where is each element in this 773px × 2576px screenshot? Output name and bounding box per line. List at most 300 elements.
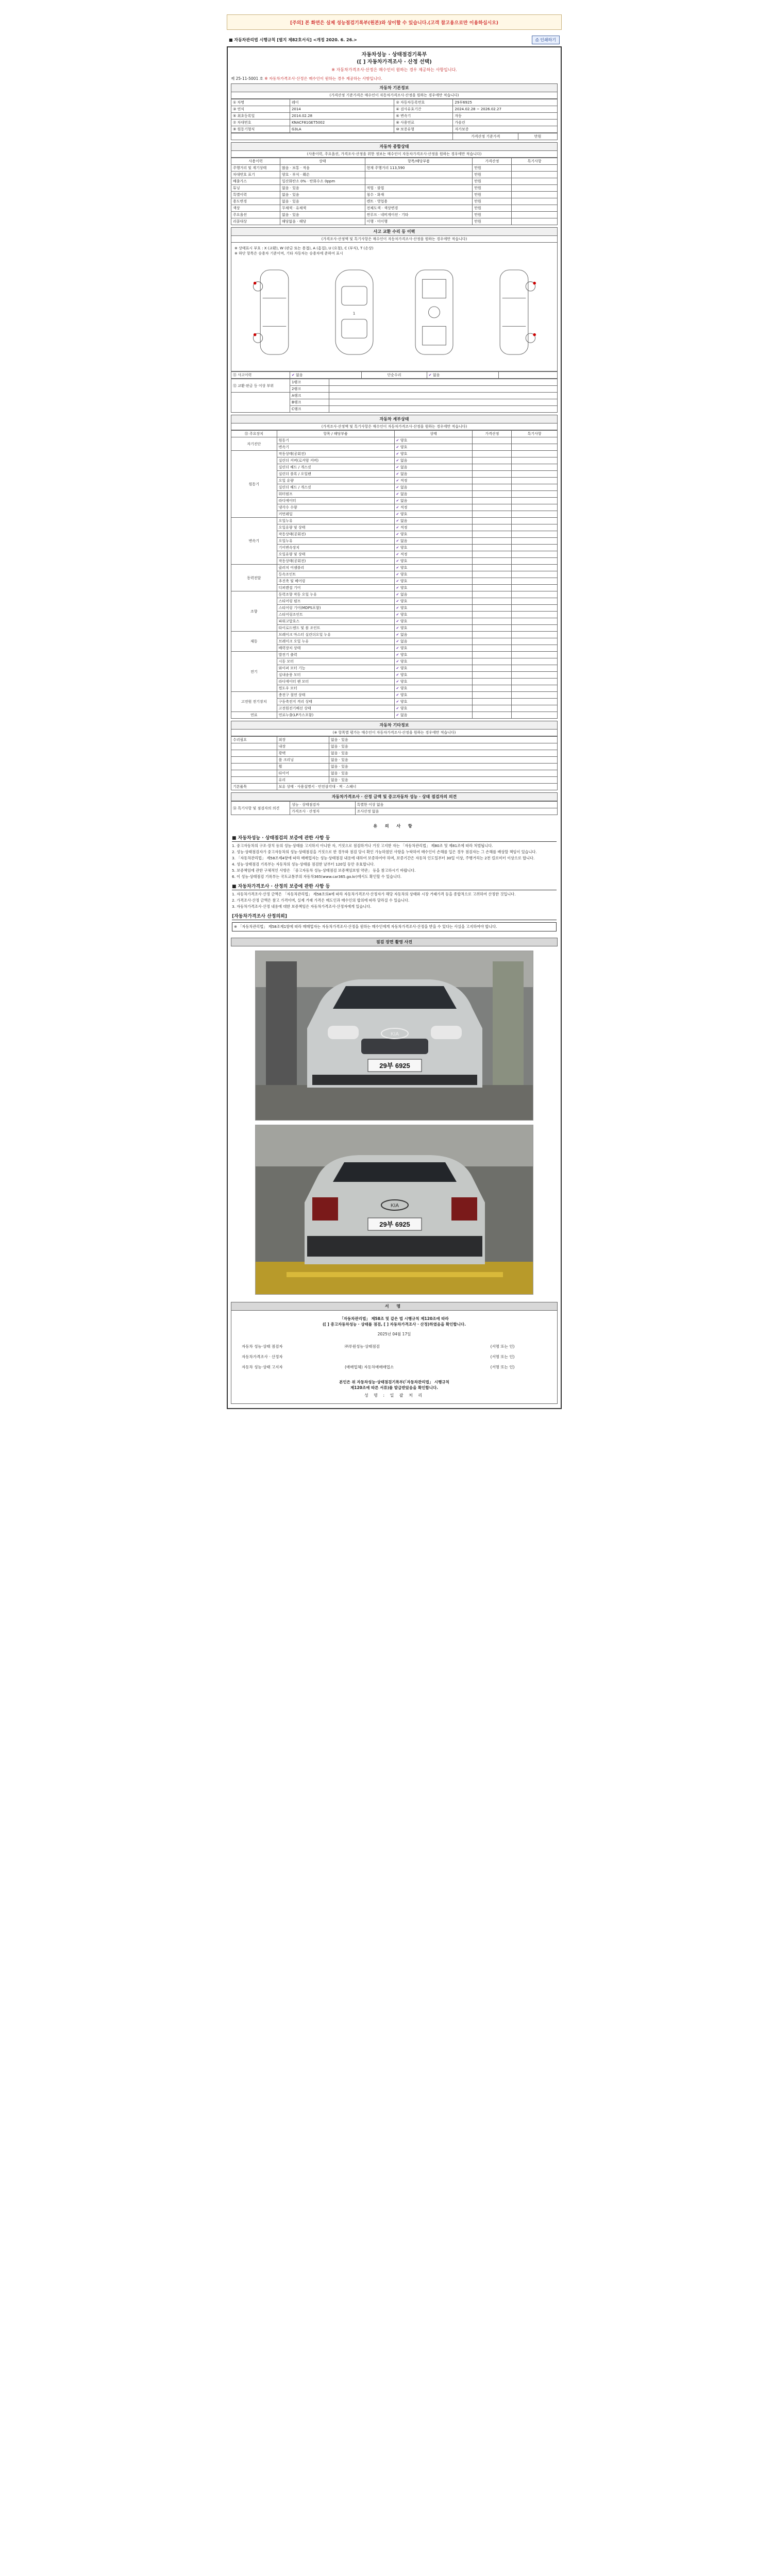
overall-status-section — [231, 142, 558, 225]
detail-status-row — [231, 699, 558, 705]
svg-text:1: 1 — [352, 311, 356, 316]
notes-paragraph: 2. 가격조사·산정 금액은 참고 가격이며, 실제 거래 가격은 매도인과 매수인의 합의에 따라 달라질 수 있습니다. — [232, 898, 410, 903]
basic-info-section — [231, 83, 558, 140]
license-plate-text: 29부 6925 — [379, 1221, 410, 1228]
notes-boxed-heading: [자동차가격조사 산정의뢰] — [232, 912, 557, 920]
detail-price-cell — [473, 685, 512, 692]
detail-price-cell — [473, 531, 512, 538]
overall-status-cell: 현재 주행거리 113,590 — [365, 165, 473, 172]
overall-status-cell — [365, 178, 473, 185]
signer-name: ㈜루원성능·상태점검 — [345, 1344, 380, 1349]
detail-item-state-value: 없음 — [400, 492, 408, 496]
detail-remarks-cell — [512, 444, 558, 451]
detail-item-state — [394, 478, 473, 484]
opinion-row-label: 성능 · 상태점검자 — [290, 802, 355, 808]
detail-remarks-cell — [512, 692, 558, 699]
overall-status-cell: 만원 — [473, 205, 512, 212]
detail-item-state — [394, 484, 473, 491]
check-mark-icon: ✔ — [396, 592, 400, 597]
check-mark-icon: ✔ — [396, 526, 400, 530]
detail-status-row — [231, 658, 558, 665]
detail-item-state-value: 양호 — [400, 606, 408, 610]
detail-status-section — [231, 415, 558, 719]
detail-status-row — [231, 518, 558, 524]
column-header: ⑬ 주요장치 — [231, 431, 277, 437]
detail-item-state-value: 양호 — [400, 619, 408, 623]
detail-item-state — [394, 699, 473, 705]
basic-info-value: 29부6925 — [453, 99, 558, 106]
detail-price-cell — [473, 558, 512, 565]
detail-status-row — [231, 457, 558, 464]
detail-item-name: 스티어링조인트 — [277, 612, 394, 618]
detail-item-name: 오일누유 — [277, 538, 394, 545]
detail-item-name: 실린더 커버(로커암 커버) — [277, 457, 394, 464]
overall-status-cell — [512, 165, 558, 172]
overall-status-cell: 만원 — [473, 178, 512, 185]
detail-item-state — [394, 524, 473, 531]
detail-item-state — [394, 471, 473, 478]
check-mark-icon: ✔ — [396, 512, 400, 516]
notes-paragraph: 4. 성능·상태점검 기록부는 자동차의 성능·상태를 점검한 날부터 120일 동안 유효합니다. — [232, 862, 375, 867]
detail-remarks-cell — [512, 658, 558, 665]
check-mark-icon: ✔ — [396, 579, 400, 583]
check-mark-icon: ✔ — [396, 700, 400, 704]
check-mark-icon: ✔ — [396, 666, 400, 670]
receipt-line-1: 본인은 위 자동차성능·상태점검기록부(「자동차관리법」 시행규칙 — [339, 1380, 449, 1384]
detail-price-cell — [473, 524, 512, 531]
detail-item-state-value: 없음 — [400, 539, 408, 543]
detail-item-state — [394, 464, 473, 471]
notes-paragraph: 1. 중고자동차의 구조·장치 등의 성능·상태를 고지하지 아니한 자, 거짓으로 점검하거나 거짓 고지한 자는 「자동차관리법」 제80조 및 제81조에 따라 처벌됩니다. — [232, 843, 493, 848]
overall-status-row — [231, 165, 558, 172]
svg-text:●: ● — [253, 332, 257, 337]
etc-info-row — [231, 737, 558, 743]
overall-status-cell: 적법 · 불법 — [365, 185, 473, 192]
detail-price-cell — [473, 471, 512, 478]
receipt-line-2: 제120조에 따른 서류)를 발급받았음을 확인합니다. — [350, 1385, 439, 1390]
notes-header: 유 의 사 항 — [373, 824, 415, 828]
detail-remarks-cell — [512, 685, 558, 692]
detail-item-name: 오일유량 및 상태 — [277, 524, 394, 531]
detail-item-state-value: 양호 — [400, 680, 408, 684]
check-mark-icon: ✔ — [396, 492, 400, 496]
overall-status-cell: 이행 · 미이행 — [365, 218, 473, 225]
signature-field[interactable]: (서명 또는 인) — [490, 1364, 515, 1369]
detail-item-name: 디퍼렌셜 기어 — [277, 585, 394, 591]
etc-info-cell: 없음 · 있음 — [329, 757, 557, 764]
notes-paragraph: 6. 이 성능·상태점검 기록부는 국토교통부의 자동차365(www.car365.go.kr)에서도 확인할 수 있습니다. — [232, 874, 402, 879]
overall-status-cell — [512, 178, 558, 185]
rank-a-label: A랭크 — [290, 393, 329, 399]
detail-status-table — [231, 430, 558, 719]
detail-item-name: 변속기 — [277, 444, 394, 451]
basic-info-label: ① 차명 — [231, 99, 290, 106]
overall-status-cell: 없음 · 있음 — [280, 198, 365, 205]
detail-item-state — [394, 632, 473, 638]
signer-role: 자동차 성능·상태 점검자 — [242, 1344, 283, 1349]
detail-item-state-value: 적정 — [400, 505, 408, 510]
detail-price-cell — [473, 679, 512, 685]
detail-item-state-value: 양호 — [400, 673, 408, 677]
damage-legend-1: ※ 상태표시 부호 : X (교환), W (판금 또는 용접), A (흠집), U (요철), C (부식), T (손상) — [234, 246, 374, 250]
registration-note: ※ 자동차가격조사·산정은 매수인이 원하는 경우 제공하는 사항입니다. — [264, 76, 382, 81]
signature-row — [242, 1362, 547, 1372]
detail-item-name: 충전구 절연 상태 — [277, 692, 394, 699]
overall-status-header: 자동차 종합상태 — [231, 142, 558, 151]
detail-item-state — [394, 591, 473, 598]
detail-item-name: 고전원전기배선 상태 — [277, 705, 394, 712]
etc-info-cell — [231, 757, 277, 764]
detail-item-name: 타이로드엔드 및 볼 조인트 — [277, 625, 394, 632]
overall-status-cell — [512, 192, 558, 198]
detail-price-cell — [473, 638, 512, 645]
basic-info-label: ④ 검사유효기간 — [394, 106, 453, 113]
detail-item-state — [394, 652, 473, 658]
detail-item-name: 오일유량 및 상태 — [277, 551, 394, 558]
detail-status-row — [231, 511, 558, 518]
accident-history-value: 없음 — [296, 373, 303, 377]
check-mark-icon: ✔ — [396, 626, 400, 630]
detail-item-state — [394, 571, 473, 578]
detail-item-name: 윈도우 모터 — [277, 685, 394, 692]
detail-remarks-cell — [512, 632, 558, 638]
detail-status-row — [231, 632, 558, 638]
basic-info-value: 가솔린 — [453, 120, 558, 126]
notes-paragraph: 3. 자동차가격조사·산정 내용에 대한 보증책임은 자동차가격조사·산정자에게 있습니다. — [232, 904, 372, 909]
detail-price-cell — [473, 491, 512, 498]
check-mark-icon: ✔ — [396, 532, 400, 536]
detail-item-name: 작동상태(공회전) — [277, 558, 394, 565]
detail-remarks-cell — [512, 478, 558, 484]
check-mark-icon: ✔ — [396, 472, 400, 476]
basic-info-label: ⑥ 변속기 — [394, 113, 453, 120]
etc-info-cell: 수리필요 — [231, 737, 277, 743]
detail-item-state — [394, 444, 473, 451]
detail-item-state — [394, 511, 473, 518]
detail-remarks-cell — [512, 578, 558, 585]
etc-info-row — [231, 743, 558, 750]
detail-price-cell — [473, 618, 512, 625]
overall-status-cell: 만원 — [473, 198, 512, 205]
detail-item-name: 실린더 블록 / 오일팬 — [277, 471, 394, 478]
exterior-rank-table — [231, 379, 558, 413]
detail-price-cell — [473, 591, 512, 598]
svg-text:●: ● — [532, 332, 536, 337]
overall-status-cell: 없음 · 있음 — [280, 185, 365, 192]
notes-paragraph: 3. 「자동차관리법」 제58조제4항에 따라 매매업자는 성능·상태점검 내용에 대하여 보증하여야 하며, 보증기간은 자동차 인도일부터 30일 이상, 주행거리는 2천 킬로미터 이상으로 합니다. — [232, 856, 535, 860]
detail-price-cell — [473, 598, 512, 605]
detail-item-state-value: 양호 — [400, 686, 408, 690]
detail-status-row — [231, 531, 558, 538]
check-mark-icon: ✔ — [396, 646, 400, 650]
detail-status-row — [231, 705, 558, 712]
basic-info-value: 2014.02.28 — [290, 113, 394, 120]
detail-price-cell — [473, 658, 512, 665]
detail-item-name: 작동상태(공회전) — [277, 451, 394, 457]
print-button-label: 인쇄하기 — [540, 37, 556, 42]
check-mark-icon: ✔ — [396, 459, 400, 463]
detail-remarks-cell — [512, 524, 558, 531]
detail-item-state-value: 양호 — [400, 579, 408, 583]
overall-status-cell: 전체도색 · 색상변경 — [365, 205, 473, 212]
detail-price-cell — [473, 504, 512, 511]
basic-info-value: KNACF81GET5002 — [290, 120, 394, 126]
detail-price-cell — [473, 712, 512, 719]
detail-item-state-value: 양호 — [400, 626, 408, 630]
detail-item-name: 발전기 출력 — [277, 652, 394, 658]
etc-info-cell: 없음 · 있음 — [329, 750, 557, 757]
overall-status-cell — [512, 185, 558, 192]
detail-item-state-value: 적정 — [400, 479, 408, 483]
detail-item-state-value: 양호 — [400, 706, 408, 710]
detail-status-row — [231, 665, 558, 672]
damage-history-section — [231, 227, 558, 413]
opinion-section — [231, 792, 558, 815]
detail-item-state-value: 양호 — [400, 646, 408, 650]
detail-item-state — [394, 612, 473, 618]
column-header: 가격산정 — [473, 431, 512, 437]
simple-repair-label: 단순수리 — [362, 372, 427, 379]
etc-info-cell — [231, 743, 277, 750]
detail-item-state — [394, 504, 473, 511]
detail-item-state — [394, 692, 473, 699]
detail-remarks-cell — [512, 464, 558, 471]
overall-status-cell: 양호 · 부식 · 훼손 — [280, 172, 365, 178]
signature-header: 서 명 — [231, 1302, 558, 1311]
detail-item-state-value: 양호 — [400, 659, 408, 664]
detail-item-state-value: 적정 — [400, 526, 408, 530]
overall-status-cell — [512, 172, 558, 178]
overall-status-cell: 일산화탄소 0% · 탄화수소 0ppm — [280, 178, 365, 185]
detail-price-cell — [473, 565, 512, 571]
etc-info-cell — [231, 770, 277, 777]
detail-status-row — [231, 585, 558, 591]
signature-field[interactable]: (서명 또는 인) — [490, 1354, 515, 1359]
rank-c-label: C랭크 — [290, 406, 329, 413]
check-mark-icon: ✔ — [396, 445, 400, 449]
check-mark-icon: ✔ — [396, 519, 400, 523]
inspection-photo-front — [255, 951, 533, 1121]
opinion-header: 자동차가격조사 · 산정 금액 및 중고자동차 성능 · 상태 점검자의 의견 — [231, 792, 558, 801]
detail-item-state — [394, 585, 473, 591]
etc-info-row — [231, 777, 558, 784]
etc-info-row — [231, 757, 558, 764]
detail-remarks-cell — [512, 504, 558, 511]
brand-logo-text: KIA — [390, 1203, 399, 1209]
notes-section — [231, 820, 558, 931]
column-header: 특기사항 — [512, 158, 558, 165]
detail-item-name: 실린더 헤드 / 개스킷 — [277, 484, 394, 491]
column-header: 상태 — [394, 431, 473, 437]
basic-info-label: ⑧ 사용연료 — [394, 120, 453, 126]
detail-price-cell — [473, 484, 512, 491]
basic-info-header: 자동차 기본정보 — [231, 83, 558, 92]
print-button[interactable] — [532, 36, 560, 44]
detail-price-cell — [473, 478, 512, 484]
detail-item-name: 클러치 어셈블리 — [277, 565, 394, 571]
detail-remarks-cell — [512, 699, 558, 705]
detail-remarks-cell — [512, 571, 558, 578]
signature-row — [242, 1351, 547, 1362]
detail-remarks-cell — [512, 491, 558, 498]
detail-item-name: 스티어링 펌프 — [277, 598, 394, 605]
check-mark-icon: ✔ — [291, 373, 295, 377]
detail-item-name: 연료누출(LP가스포함) — [277, 712, 394, 719]
signature-field[interactable]: (서명 또는 인) — [490, 1344, 515, 1349]
etc-info-cell: 내장 — [277, 743, 329, 750]
opinion-table — [231, 801, 558, 815]
overall-status-cell: 없음 · 있음 — [280, 212, 365, 218]
detail-item-state — [394, 638, 473, 645]
etc-info-cell: 없음 · 있음 — [329, 743, 557, 750]
detail-item-name: 스티어링 기어(MDPS포함) — [277, 605, 394, 612]
detail-item-state-value: 적정 — [400, 552, 408, 556]
basic-info-value: 2024.02.28 ~ 2026.02.27 — [453, 106, 558, 113]
inspection-record-document — [227, 14, 562, 1409]
rank-1-label: 1랭크 — [290, 379, 329, 386]
etc-info-table — [231, 736, 558, 790]
notes-heading-1: ■ 자동차성능 · 상태점검의 보증에 관한 사항 등 — [232, 834, 557, 842]
overall-status-cell: 많음 · 보통 · 적음 — [280, 165, 365, 172]
detail-status-row — [231, 618, 558, 625]
detail-status-note: (가격조사·산정액 및 특기사항은 매수인이 자동차가격조사·산정을 원하는 경우에만 적습니다) — [231, 423, 558, 430]
detail-item-name: 와이퍼 모터 기능 — [277, 665, 394, 672]
detail-item-state — [394, 679, 473, 685]
inspection-photo-rear — [255, 1125, 533, 1295]
detail-item-state — [394, 685, 473, 692]
check-mark-icon: ✔ — [396, 505, 400, 510]
detail-item-state — [394, 598, 473, 605]
overall-status-cell: 썬루프 · 네비게이션 · 기타 — [365, 212, 473, 218]
overall-status-cell: 만원 — [473, 212, 512, 218]
basic-price-table — [231, 133, 558, 140]
major-frame-label — [231, 393, 290, 413]
rank-b-label: B랭크 — [290, 399, 329, 406]
title-line-1: 자동차성능 · 상태점검기록부 — [361, 52, 427, 58]
basic-items-label: 기본품목 — [231, 784, 277, 790]
etc-info-cell: 없음 · 있음 — [329, 737, 557, 743]
overall-status-cell: 만원 — [473, 165, 512, 172]
detail-item-state-value: 양호 — [400, 566, 408, 570]
detail-item-state-value: 없음 — [400, 519, 408, 523]
etc-info-row — [231, 764, 558, 770]
basic-info-table — [231, 99, 558, 133]
overall-status-cell: 만원 — [473, 218, 512, 225]
detail-item-state-value: 양호 — [400, 700, 408, 704]
detail-item-name: 오일누유 — [277, 518, 394, 524]
detail-status-row — [231, 638, 558, 645]
detail-item-state-value: 양호 — [400, 572, 408, 577]
detail-item-state — [394, 645, 473, 652]
detail-price-cell — [473, 585, 512, 591]
car-outline-diagrams — [234, 258, 554, 366]
detail-status-row — [231, 612, 558, 618]
etc-info-cell: 유리 — [277, 777, 329, 784]
detail-item-name: 워터펌프 — [277, 491, 394, 498]
detail-remarks-cell — [512, 585, 558, 591]
overall-status-cell — [512, 198, 558, 205]
detail-remarks-cell — [512, 437, 558, 444]
basic-info-row — [231, 113, 558, 120]
detail-price-cell — [473, 605, 512, 612]
detail-status-row — [231, 478, 558, 484]
detail-item-state-value: 없음 — [400, 499, 408, 503]
accident-history-label: ⑪ 사고이력 — [231, 372, 290, 379]
etc-info-cell: 광택 — [277, 750, 329, 757]
signer-role: 자동차가격조사 · 산정자 — [242, 1354, 283, 1359]
basic-info-value: 자동 — [453, 113, 558, 120]
detail-item-name: 실내송풍 모터 — [277, 672, 394, 679]
overall-status-cell — [512, 212, 558, 218]
notes-paragraph: 1. 자동차가격조사·산정 금액은 「자동차관리법」 제58조의4에 따라 자동차가격조사·산정자가 해당 자동차의 상태와 시장 거래가격 등을 종합적으로 고려하여 산정한 것입니다. — [232, 892, 516, 896]
detail-item-state — [394, 551, 473, 558]
detail-item-name: 실린더 헤드 / 개스킷 — [277, 464, 394, 471]
detail-group-name: 조향 — [231, 591, 277, 632]
photos-header: 점검 장면 촬영 사진 — [231, 938, 558, 946]
detail-status-row — [231, 652, 558, 658]
column-header: 상태 — [280, 158, 365, 165]
signature-box — [231, 1311, 558, 1404]
etc-info-cell: 없음 · 있음 — [329, 764, 557, 770]
detail-remarks-cell — [512, 484, 558, 491]
check-mark-icon: ✔ — [396, 546, 400, 550]
basic-info-value: 레이 — [290, 99, 394, 106]
detail-item-name: 구동축전지 격리 상태 — [277, 699, 394, 705]
detail-status-row — [231, 484, 558, 491]
check-mark-icon: ✔ — [396, 572, 400, 577]
detail-remarks-cell — [512, 665, 558, 672]
basic-info-label: ② 자동차등록번호 — [394, 99, 453, 106]
detail-item-state — [394, 538, 473, 545]
basic-info-value: 2014 — [290, 106, 394, 113]
detail-remarks-cell — [512, 605, 558, 612]
etc-info-cell — [231, 777, 277, 784]
registration-number-line — [231, 76, 558, 81]
detail-remarks-cell — [512, 645, 558, 652]
detail-remarks-cell — [512, 538, 558, 545]
check-mark-icon: ✔ — [396, 438, 400, 443]
overall-status-row — [231, 218, 558, 225]
overall-status-row — [231, 212, 558, 218]
detail-status-row — [231, 524, 558, 531]
detail-remarks-cell — [512, 545, 558, 551]
etc-info-note: (※ 항목별 평가는 매수인이 자동차가격조사·산정을 원하는 경우에만 적습니다) — [231, 730, 558, 736]
detail-item-state — [394, 658, 473, 665]
etc-info-cell: 없음 · 있음 — [329, 777, 557, 784]
overall-status-cell: 침수 · 화재 — [365, 192, 473, 198]
detail-item-state-value: 양호 — [400, 613, 408, 617]
detail-item-name: 등속조인트 — [277, 571, 394, 578]
detail-item-state-value: 양호 — [400, 666, 408, 670]
basic-info-row — [231, 106, 558, 113]
form-header — [227, 33, 562, 46]
detail-group-name: 고전원 전기장치 — [231, 692, 277, 712]
detail-item-state — [394, 437, 473, 444]
overall-status-cell: 만원 — [473, 185, 512, 192]
detail-item-state-value: 양호 — [400, 438, 408, 443]
detail-status-row — [231, 672, 558, 679]
signature-statement-line-1: 「자동차관리법」 제58조 및 같은 법 시행규칙 제120조에 따라 — [340, 1316, 449, 1321]
detail-price-cell — [473, 625, 512, 632]
detail-status-row — [231, 571, 558, 578]
detail-price-cell — [473, 551, 512, 558]
detail-item-state — [394, 491, 473, 498]
detail-price-cell — [473, 538, 512, 545]
detail-item-state-value: 없음 — [400, 713, 408, 717]
column-header: 가격산정 — [473, 158, 512, 165]
notes-paragraph: 5. 보증책임에 관한 구체적인 사항은 「중고자동차 성능·상태점검 보증책임보험 약관」 등을 참고하시기 바랍니다. — [232, 868, 416, 873]
signature-date: 2025년 04월 17일 — [377, 1332, 411, 1336]
